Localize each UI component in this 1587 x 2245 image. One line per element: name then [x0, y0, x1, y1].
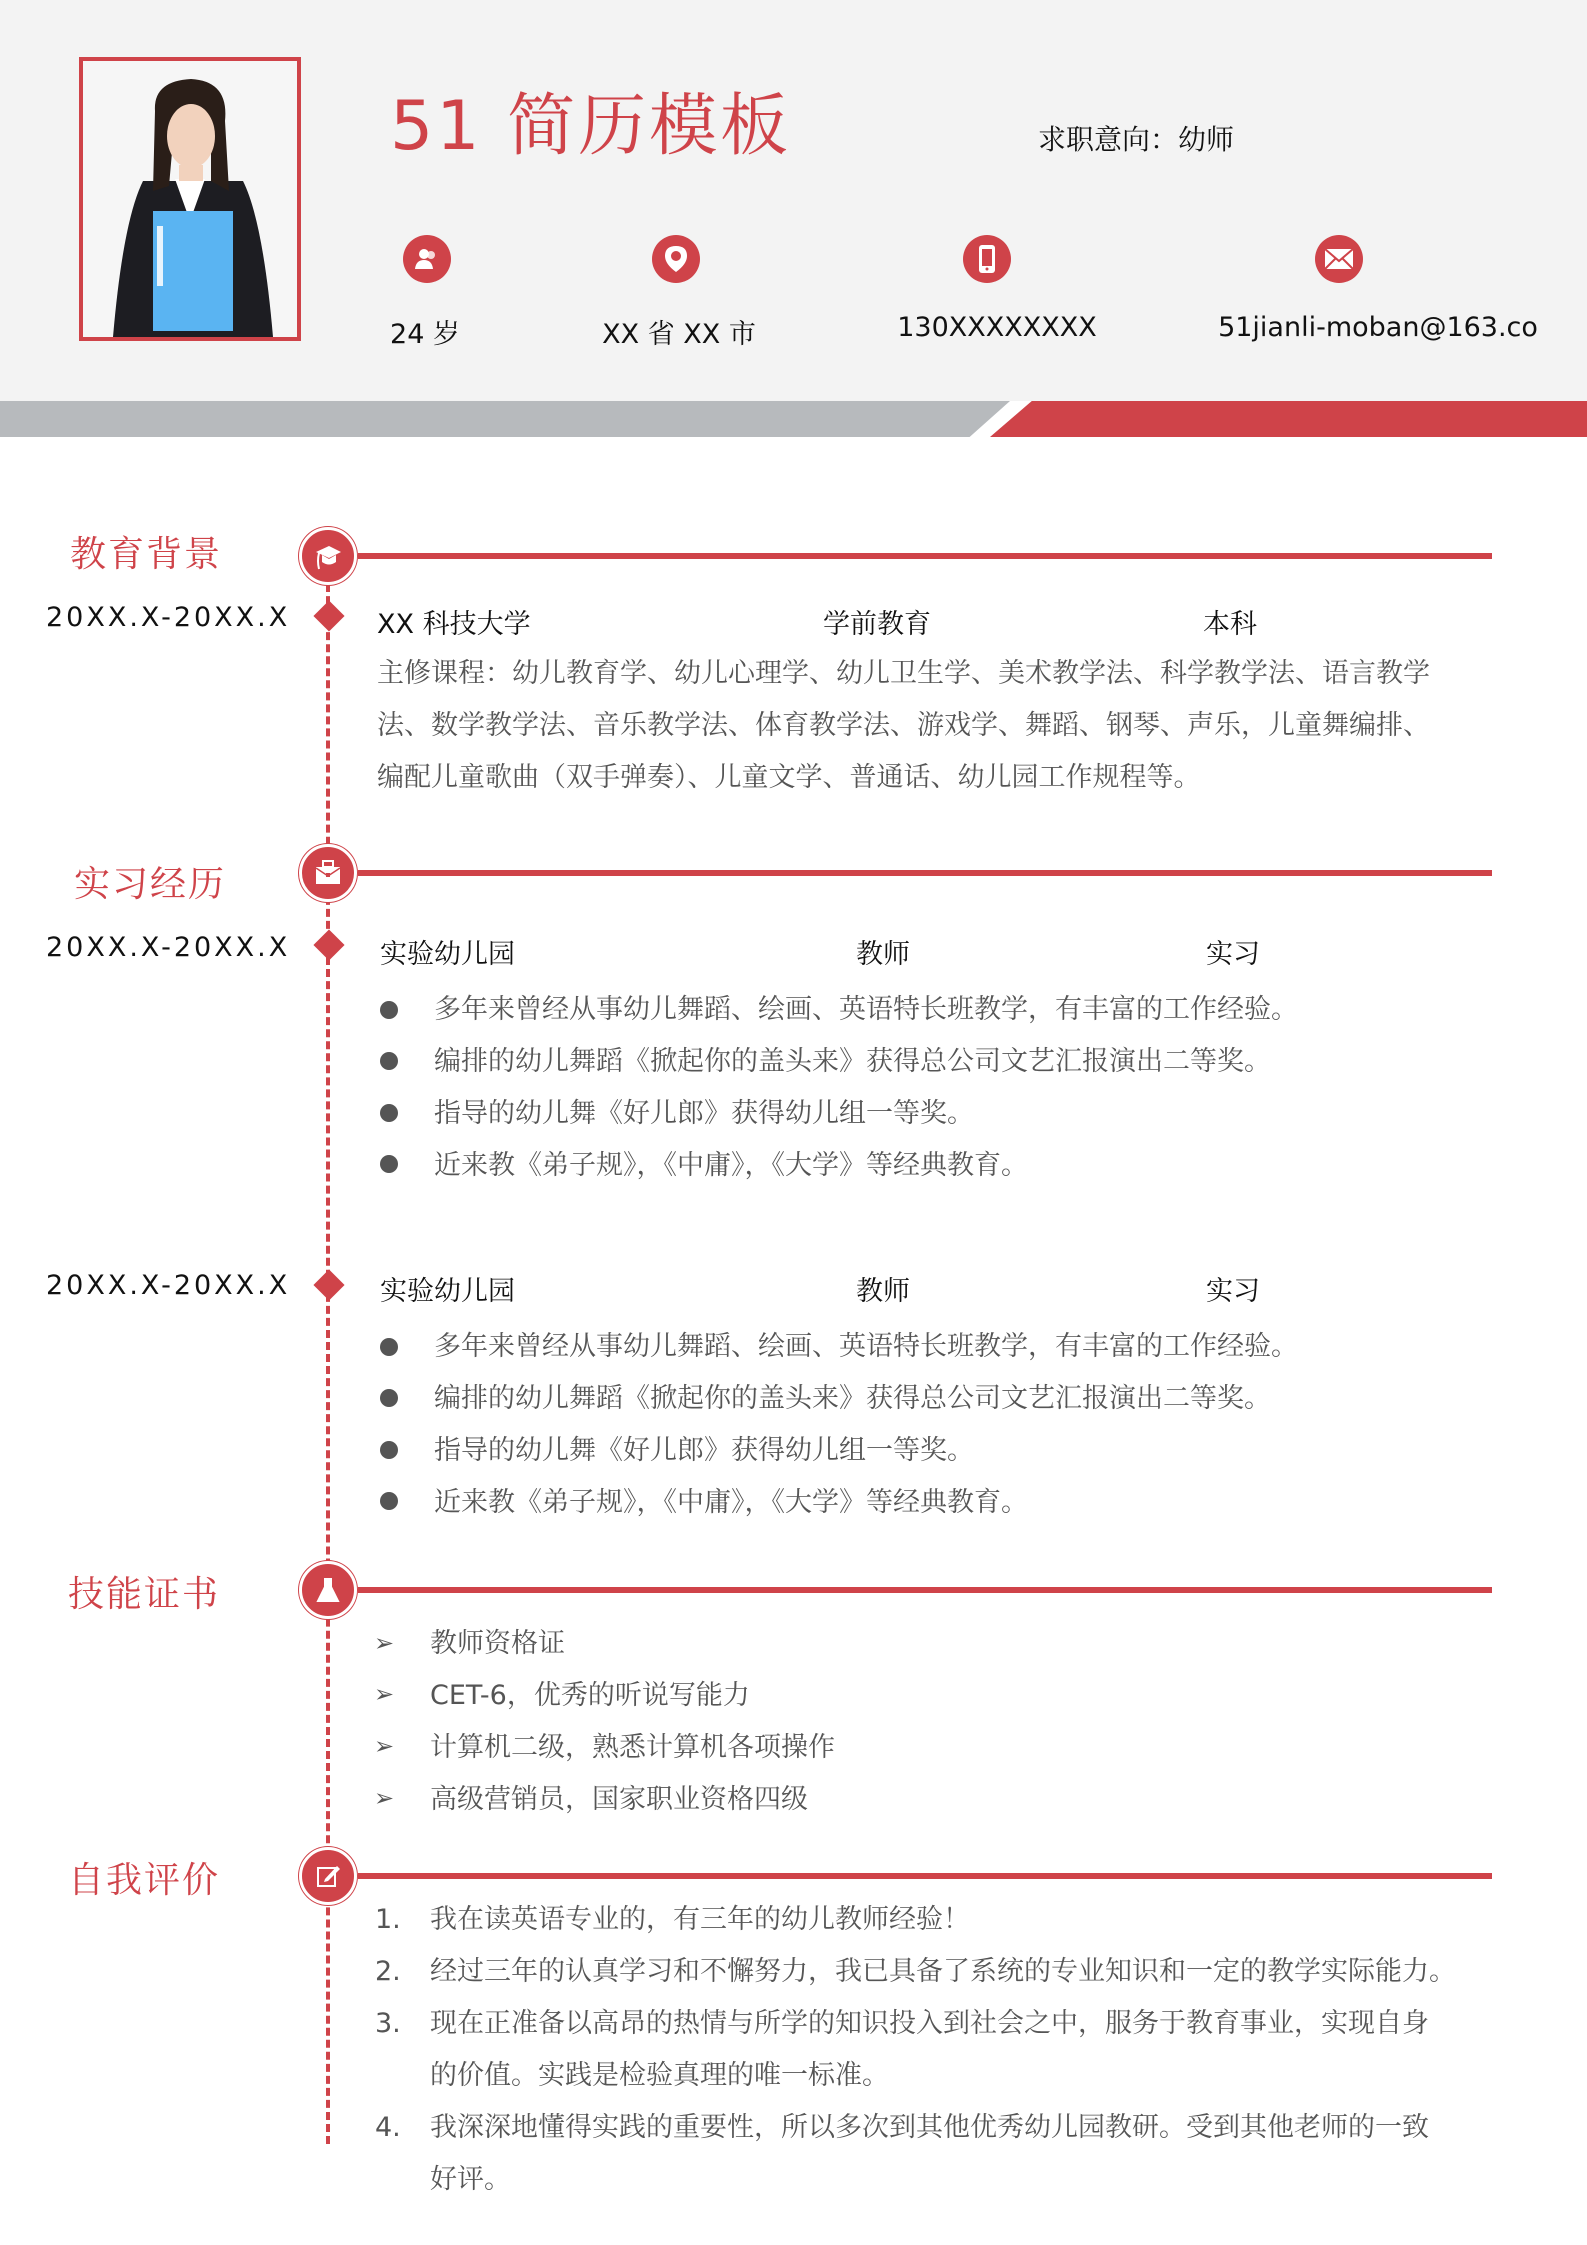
- phone: 130XXXXXXXX: [897, 312, 1097, 343]
- graduation-cap-icon: [299, 527, 357, 585]
- person-icon: [403, 235, 451, 283]
- bullet-text: 指导的幼儿舞《好儿郎》获得幼儿组一等奖。: [434, 1435, 974, 1466]
- timeline-marker: [313, 600, 344, 631]
- edu-degree: 本科: [1203, 609, 1257, 640]
- arrow-bullet-icon: ➢: [374, 1732, 395, 1760]
- mail-icon: [1315, 235, 1363, 283]
- edu-school: XX 科技大学: [377, 609, 531, 640]
- exp-date: 20XX.X-20XX.X: [46, 1270, 291, 1301]
- skill-item: 计算机二级，熟悉计算机各项操作: [430, 1732, 835, 1763]
- arrow-bullet-icon: ➢: [374, 1784, 395, 1812]
- skill-item: CET-6，优秀的听说写能力: [430, 1680, 750, 1711]
- briefcase-icon: [299, 844, 357, 902]
- job-intent: 求职意向：幼师: [1038, 123, 1235, 156]
- self-item: [375, 1998, 1505, 2050]
- edit-icon: [299, 1847, 357, 1905]
- skill-item: 教师资格证: [430, 1628, 565, 1659]
- arrow-bullet-icon: ➢: [374, 1680, 395, 1708]
- item-text: 我在读英语专业的，有三年的幼儿教师经验！: [430, 1904, 970, 1935]
- item-text: 现在正准备以高昂的热情与所学的知识投入到社会之中，服务于教育事业，实现自身: [430, 2008, 1429, 2039]
- exp-org: 实验幼儿园: [380, 1276, 515, 1307]
- self-item: [375, 2102, 1505, 2154]
- age: 24 岁: [390, 319, 460, 350]
- course-line: 编配儿童歌曲（双手弹奏）、儿童文学、普通话、幼儿园工作规程等。: [377, 762, 1201, 793]
- section-title-skills: 技能证书: [68, 1574, 221, 1615]
- location: XX 省 XX 市: [602, 319, 756, 350]
- section-divider: [358, 1587, 1492, 1593]
- section-divider: [358, 870, 1492, 876]
- edu-date: 20XX.X-20XX.X: [46, 602, 291, 633]
- exp-type: 实习: [1206, 939, 1260, 970]
- self-evaluation-list: [375, 1894, 1505, 2206]
- item-number: 3.: [375, 2008, 401, 2039]
- item-number: 2.: [375, 1956, 401, 1987]
- timeline-marker: [313, 1269, 344, 1300]
- section-title-self-evaluation: 自我评价: [68, 1860, 221, 1901]
- bullet-text: 近来教《弟子规》，《中庸》，《大学》等经典教育。: [434, 1150, 1028, 1181]
- course-line: 主修课程：幼儿教育学、幼儿心理学、幼儿卫生学、美术教学法、科学教学法、语言教学: [377, 658, 1430, 689]
- header-band-red: [990, 401, 1587, 437]
- timeline: [326, 560, 330, 2144]
- exp-role: 教师: [856, 1276, 910, 1307]
- bullet-dot: [380, 1441, 398, 1459]
- bullet-dot: [380, 1155, 398, 1173]
- bullet-dot: [380, 1001, 398, 1019]
- timeline-marker: [313, 929, 344, 960]
- resume-title: 51 简历模板: [390, 87, 792, 166]
- bullet-text: 多年来曾经从事幼儿舞蹈、绘画、英语特长班教学，有丰富的工作经验。: [434, 994, 1298, 1025]
- location-icon: [652, 235, 700, 283]
- exp-bullets: [434, 984, 1298, 1192]
- header-band-gray: [0, 401, 1010, 437]
- exp-role: 教师: [856, 939, 910, 970]
- bullet-dot: [380, 1492, 398, 1510]
- exp-org: 实验幼儿园: [380, 939, 515, 970]
- profile-photo: [79, 57, 301, 341]
- bullet-dot: [380, 1052, 398, 1070]
- arrow-bullet-icon: ➢: [374, 1629, 395, 1657]
- exp-bullets: [434, 1321, 1298, 1529]
- section-divider: [358, 1873, 1492, 1879]
- self-item: [375, 1894, 1505, 1946]
- item-number: 1.: [375, 1904, 401, 1935]
- flask-icon: [299, 1561, 357, 1619]
- bullet-dot: [380, 1389, 398, 1407]
- item-text: 经过三年的认真学习和不懈努力，我已具备了系统的专业知识和一定的教学实际能力。: [430, 1956, 1456, 1987]
- item-text: 好评。: [430, 2164, 511, 2195]
- item-text: 的价值。实践是检验真理的唯一标准。: [430, 2060, 889, 2091]
- skills-list: [430, 1618, 835, 1826]
- email: 51jianli-moban@163.co: [1218, 312, 1538, 343]
- section-title-education: 教育背景: [70, 534, 223, 575]
- course-line: 法、数学教学法、音乐教学法、体育教学法、游戏学、舞蹈、钢琴、声乐，儿童舞编排、: [377, 710, 1430, 741]
- skill-item: 高级营销员，国家职业资格四级: [430, 1784, 808, 1815]
- item-number: 4.: [375, 2112, 401, 2143]
- section-divider: [358, 553, 1492, 559]
- edu-courses: [377, 648, 1430, 804]
- bullet-text: 指导的幼儿舞《好儿郎》获得幼儿组一等奖。: [434, 1098, 974, 1129]
- bullet-text: 编排的幼儿舞蹈《掀起你的盖头来》获得总公司文艺汇报演出二等奖。: [434, 1046, 1271, 1077]
- edu-major: 学前教育: [823, 609, 931, 640]
- bullet-text: 编排的幼儿舞蹈《掀起你的盖头来》获得总公司文艺汇报演出二等奖。: [434, 1383, 1271, 1414]
- bullet-text: 多年来曾经从事幼儿舞蹈、绘画、英语特长班教学，有丰富的工作经验。: [434, 1331, 1298, 1362]
- bullet-dot: [380, 1104, 398, 1122]
- item-text: 我深深地懂得实践的重要性，所以多次到其他优秀幼儿园教研。受到其他老师的一致: [430, 2112, 1429, 2143]
- section-title-experience: 实习经历: [74, 864, 227, 905]
- exp-type: 实习: [1206, 1276, 1260, 1307]
- bullet-text: 近来教《弟子规》，《中庸》，《大学》等经典教育。: [434, 1487, 1028, 1518]
- bullet-dot: [380, 1338, 398, 1356]
- exp-date: 20XX.X-20XX.X: [46, 932, 291, 963]
- phone-icon: [963, 235, 1011, 283]
- self-item: [375, 1946, 1505, 1998]
